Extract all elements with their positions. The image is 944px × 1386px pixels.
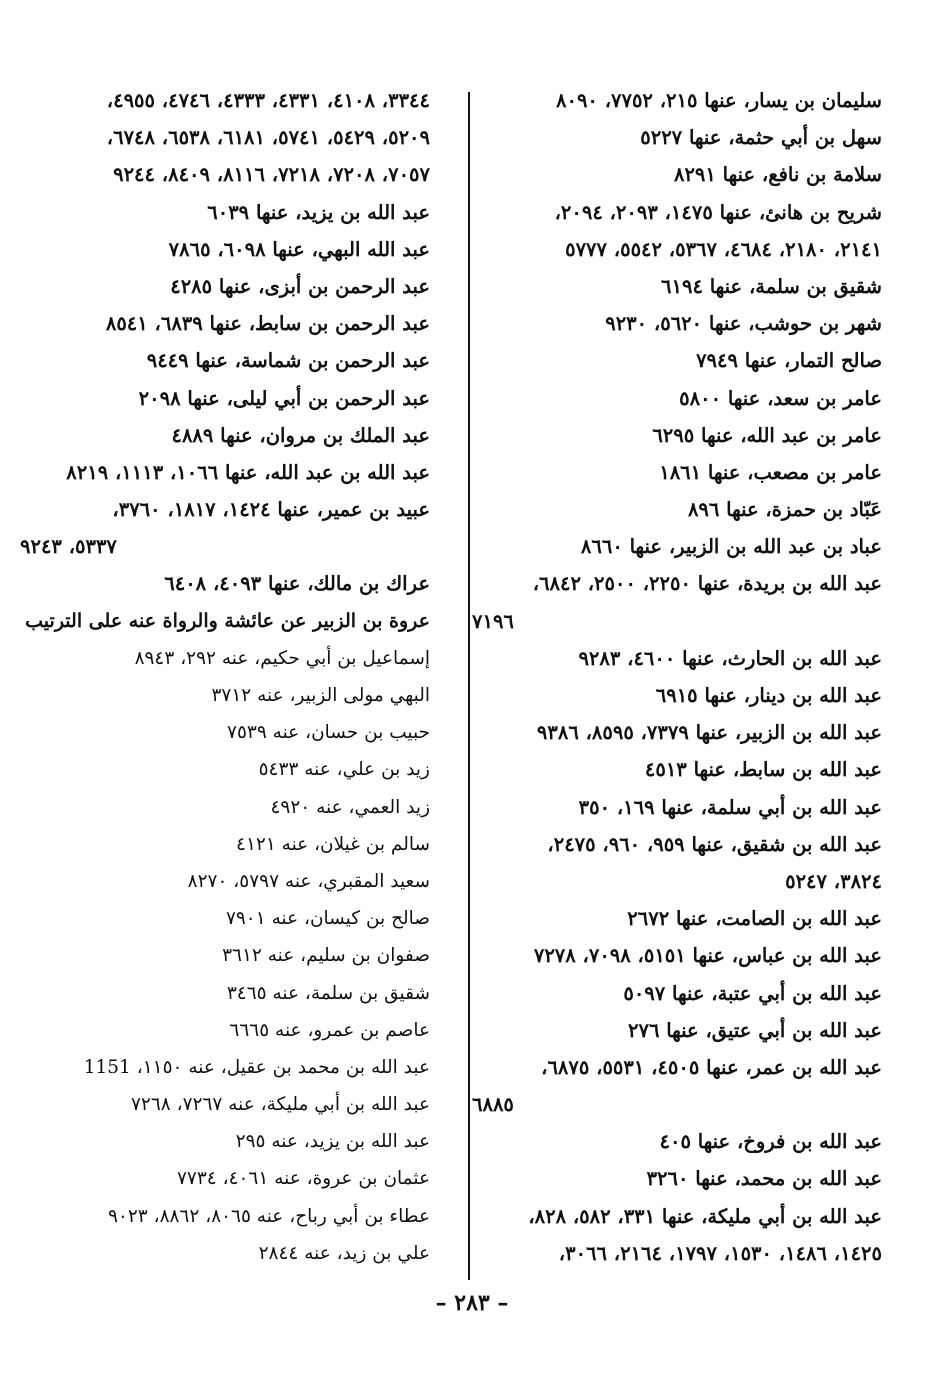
index-entry: ٣٨٢٤، ٥٢٤٧ bbox=[785, 869, 882, 893]
index-entry: صالح التمار، عنها ٧٩٤٩ bbox=[696, 349, 882, 373]
index-entry: ٣٣٤٤، ٤١٠٨، ٤٣٣١، ٤٣٣٣، ٤٧٤٦، ٤٩٥٥، bbox=[106, 89, 430, 112]
index-entry: سلامة بن نافع، عنها ٨٢٩١ bbox=[673, 163, 882, 187]
index-entry: عبد الله بن الزبير، عنها ٧٣٧٩، ٨٥٩٥، ٩٣٨٦ bbox=[536, 721, 882, 745]
index-entry: زيد العمي، عنه ٤٩٢٠ bbox=[270, 796, 430, 818]
index-entry: ٦٨٨٥ bbox=[472, 1093, 514, 1117]
index-entry: عبيد بن عمير، عنها ١٤٢٤، ١٨١٧، ٣٧٦٠، bbox=[112, 498, 430, 522]
index-entry: عبد الله بن أبي مليكة، عنها ٣٣١، ٥٨٢، ٨٢٨، bbox=[528, 1204, 882, 1228]
index-entry: عبد الله بن سابط، عنها ٤٥١٣ bbox=[644, 758, 882, 782]
index-entry: شقيق بن سلمة، عنه ٣٤٦٥ bbox=[226, 982, 430, 1004]
index-entry: إسماعيل بن أبي حكيم، عنه ٢٩٢، ٨٩٤٣ bbox=[134, 647, 430, 669]
index-entry: عروة بن الزبير عن عائشة والرواة عنه على الترتيب bbox=[25, 609, 430, 632]
index-entry: عبد الله بن عباس، عنها ٥١٥١، ٧٠٩٨، ٧٢٧٨ bbox=[533, 944, 882, 968]
index-entry: عبد الله بن محمد، عنها ٣٢٦٠ bbox=[646, 1167, 882, 1191]
index-entry: سليمان بن يسار، عنها ٢١٥، ٧٧٥٢، ٨٠٩٠ bbox=[556, 89, 882, 112]
index-entry: ٥٢٠٩، ٥٤٢٩، ٥٧٤١، ٦١٨١، ٦٥٣٨، ٦٧٤٨، bbox=[106, 126, 430, 150]
index-entry: عباد بن عبد الله بن الزبير، عنها ٨٦٦٠ bbox=[580, 535, 882, 559]
index-entry: عبد الله البهي، عنها ٦٠٩٨، ٧٨٦٥ bbox=[168, 237, 430, 261]
index-entry: عراك بن مالك، عنها ٤٠٩٣، ٦٤٠٨ bbox=[164, 572, 430, 596]
page-number: – ٢٨٣ – bbox=[435, 1290, 509, 1316]
index-entry: عبد الله بن أبي مليكة، عنه ٧٢٦٧، ٧٢٦٨ bbox=[131, 1094, 430, 1116]
index-entry: صفوان بن سليم، عنه ٣٦١٢ bbox=[222, 945, 430, 967]
index-entry: عبد الله بن أبي سلمة، عنها ١٦٩، ٣٥٠ bbox=[578, 795, 882, 819]
index-entry: ١٤٢٥، ١٤٨٦، ١٥٣٠، ١٧٩٧، ٢١٦٤، ٣٠٦٦، bbox=[558, 1241, 882, 1265]
index-entry: عبد الله بن الصامت، عنها ٢٦٧٢ bbox=[627, 907, 882, 931]
index-entry: عامر بن مصعب، عنها ١٨٦١ bbox=[659, 460, 882, 484]
index-entry: عبد الرحمن بن سابط، عنها ٦٨٣٩، ٨٥٤١ bbox=[105, 312, 430, 336]
index-entry: ٢١٤١، ٢١٨٠، ٤٦٨٤، ٥٣٦٧، ٥٥٤٢، ٥٧٧٧ bbox=[565, 237, 882, 261]
index-entry: سالم بن غيلان، عنه ٤١٢١ bbox=[236, 833, 430, 855]
index-entry: عبد الله بن شقيق، عنها ٩٥٩، ٩٦٠، ٢٤٧٥، bbox=[547, 832, 882, 856]
index-entry: سهل بن أبي حثمة، عنها ٥٢٢٧ bbox=[640, 126, 882, 150]
index-entry: عبد الله بن بريدة، عنها ٢٢٥٠، ٢٥٠٠، ٦٨٤٢، bbox=[532, 572, 882, 596]
index-entry: عطاء بن أبي رباح، عنه ٨٠٦٥، ٨٨٦٢، ٩٠٢٣ bbox=[107, 1205, 430, 1227]
index-entry: عبد الله بن الحارث، عنها ٤٦٠٠، ٩٢٨٣ bbox=[578, 646, 882, 670]
index-entry: البهي مولى الزبير، عنه ٣٧١٢ bbox=[211, 685, 430, 706]
index-entry: ٥٣٣٧، ٩٢٤٣ bbox=[20, 535, 117, 559]
index-entry: حبيب بن حسان، عنه ٧٥٣٩ bbox=[227, 722, 430, 744]
index-entry: شقيق بن سلمة، عنها ٦١٩٤ bbox=[661, 274, 882, 298]
index-entry: عبد الله بن أبي عتبة، عنها ٥٠٩٧ bbox=[623, 981, 882, 1005]
index-entry: زيد بن علي، عنه ٥٤٣٣ bbox=[258, 759, 430, 781]
index-entry: عَبّاد بن حمزة، عنها ٨٩٦ bbox=[687, 498, 882, 522]
index-entry: عامر بن سعد، عنها ٥٨٠٠ bbox=[679, 386, 882, 410]
index-entry: عبد الله بن محمد بن عقيل، عنه ١١٥٠، 1151 bbox=[83, 1056, 430, 1078]
index-entry: عبد الله بن عبد الله، عنها ١٠٦٦، ١١١٣، ٨٢١٩ bbox=[66, 460, 430, 484]
index-entry: عاصم بن عمرو، عنه ٦٦٦٥ bbox=[229, 1019, 430, 1041]
index-entry: شهر بن حوشب، عنها ٥٦٢٠، ٩٢٣٠ bbox=[605, 312, 882, 336]
index-entry: سعيد المقبري، عنه ٥٧٩٧، ٨٢٧٠ bbox=[187, 870, 430, 892]
index-entry: عبد الله بن دينار، عنها ٦٩١٥ bbox=[655, 684, 882, 707]
index-entry: عامر بن عبد الله، عنها ٦٢٩٥ bbox=[652, 423, 882, 447]
index-entry: صالح بن كيسان، عنه ٧٩٠١ bbox=[225, 908, 430, 930]
index-entry: عثمان بن عروة، عنه ٤٠٦١، ٧٧٣٤ bbox=[176, 1168, 430, 1190]
index-entry: علي بن زيد، عنه ٢٨٤٤ bbox=[258, 1242, 430, 1264]
index-entry: شريح بن هانئ، عنها ١٤٧٥، ٢٠٩٣، ٢٠٩٤، bbox=[554, 200, 882, 224]
right-column bbox=[472, 82, 882, 1272]
left-column bbox=[20, 82, 430, 1272]
index-entry: عبد الملك بن مروان، عنها ٤٨٨٩ bbox=[171, 423, 430, 447]
index-entry: عبد الله بن يزيد، عنها ٦٠٣٩ bbox=[207, 200, 430, 224]
index-entry: عبد الرحمن بن أبي ليلى، عنها ٢٠٩٨ bbox=[138, 386, 430, 410]
column-divider bbox=[468, 92, 470, 1280]
index-entry: عبد الرحمن بن شماسة، عنها ٩٤٤٩ bbox=[146, 349, 430, 373]
index-entry: ٧١٩٦ bbox=[472, 609, 514, 633]
index-entry: عبد الله بن يزيد، عنه ٢٩٥ bbox=[235, 1131, 430, 1153]
index-entry: عبد الله بن أبي عتيق، عنها ٢٧٦ bbox=[628, 1018, 882, 1042]
index-entry: عبد الله بن عمر، عنها ٤٥٠٥، ٥٥٣١، ٦٨٧٥، bbox=[541, 1055, 882, 1079]
index-entry: عبد الرحمن بن أبزى، عنها ٤٢٨٥ bbox=[170, 274, 430, 298]
index-entry: عبد الله بن فروخ، عنها ٤٠٥ bbox=[659, 1130, 882, 1154]
index-entry: ٧٠٥٧، ٧٢٠٨، ٧٢١٨، ٨١١٦، ٨٤٠٩، ٩٢٤٤ bbox=[113, 163, 430, 187]
